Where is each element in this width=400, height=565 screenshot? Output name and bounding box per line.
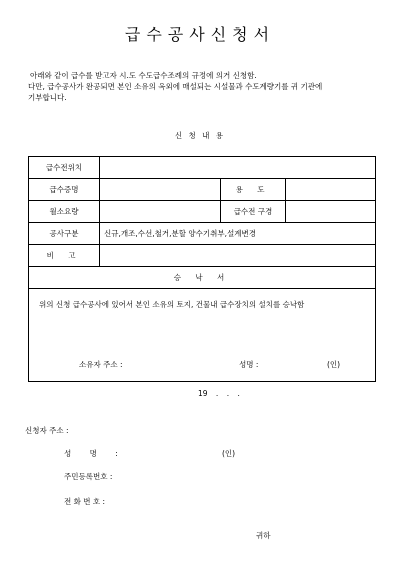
intro-line-3: 기부합니다. bbox=[28, 93, 67, 102]
label-usage: 용 도 bbox=[221, 179, 286, 201]
applicant-address-label: 신청자 주소 : bbox=[25, 426, 69, 435]
label-tap-location: 급수전위치 bbox=[29, 157, 100, 179]
field-remarks[interactable] bbox=[100, 245, 376, 267]
date-line: 19 . . . bbox=[198, 389, 240, 398]
intro-line-2: 다만, 급수공사가 완공되면 본인 소유의 옥외에 매설되는 시설물과 수도계량기를 귀 기관에 bbox=[28, 82, 323, 91]
consent-text: 위의 신청 급수공사에 있어서 본인 소유의 토지, 건물내 급수장치의 설치를 승낙함 bbox=[39, 300, 305, 309]
owner-name-label: 성명 : bbox=[239, 360, 259, 369]
consent-section bbox=[29, 289, 376, 382]
applicant-name-label: 성 명 : bbox=[64, 449, 118, 458]
owner-seal: (인) bbox=[327, 360, 341, 369]
label-remarks: 비 고 bbox=[29, 245, 100, 267]
field-monthly-amount[interactable] bbox=[100, 201, 221, 223]
field-supply-certificate[interactable] bbox=[100, 179, 221, 201]
field-tap-location[interactable] bbox=[100, 157, 376, 179]
label-supply-certificate: 급수증명 bbox=[29, 179, 100, 201]
footer-recipient: 귀하 bbox=[256, 531, 271, 540]
applicant-phone-label: 전 화 번 호 : bbox=[64, 497, 106, 506]
label-work-type: 공사구분 bbox=[29, 223, 100, 245]
intro-line-1: 아래와 같이 급수를 받고자 시.도 수도급수조례의 규정에 의거 신청함. bbox=[30, 71, 257, 80]
owner-address-label: 소유자 주소 : bbox=[79, 360, 123, 369]
applicant-seal: (인) bbox=[222, 449, 236, 458]
consent-header: 승 낙 서 bbox=[29, 267, 376, 289]
document-title: 급수공사신청서 bbox=[124, 25, 276, 44]
application-form-table bbox=[28, 156, 376, 382]
field-tap-diameter[interactable] bbox=[286, 201, 376, 223]
applicant-rrn-label: 주민등록번호 : bbox=[64, 472, 113, 481]
field-usage[interactable] bbox=[286, 179, 376, 201]
section-title: 신 청 내 용 bbox=[174, 131, 226, 140]
label-tap-diameter: 급수전 구경 bbox=[221, 201, 286, 223]
label-monthly-amount: 월소요량 bbox=[29, 201, 100, 223]
work-type-options: 신규,개조,수선,철거,분할 양수기취부,설계변경 bbox=[100, 223, 376, 245]
